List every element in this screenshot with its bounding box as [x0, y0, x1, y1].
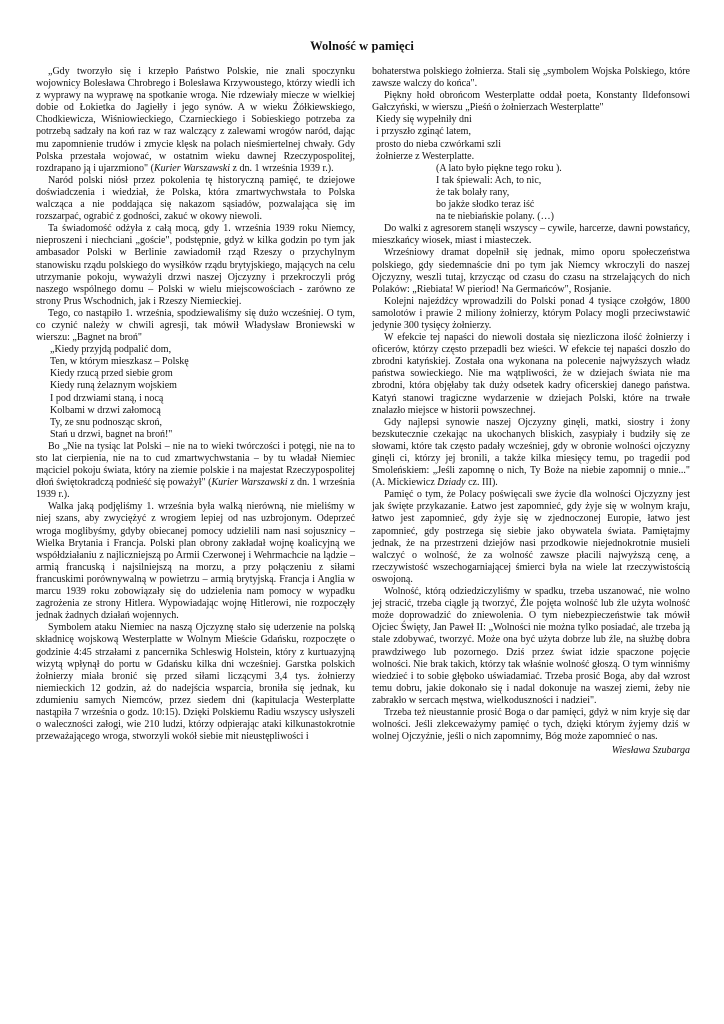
- poem-line: Ty, ze snu podnosząc skroń,: [50, 416, 162, 428]
- poem-bagnet-na-bron: [36, 344, 355, 441]
- paragraph: Symbolem ataku Niemiec na naszą Ojczyznę stało się uderzenie na polską składnicę wojskową Westerplatte w Wolnym Mieście Gdańsku, rozpoczęte o godzinie 4:45 strzałami z pancernika Schleswig Holstein, który z kurtuazyjną wizytą wpłynął do portu w Gdańsku kilka dni wcześniej. Garstka polskich żołnierzy miała bronić się przed siłami liczącymi 3,4 tys. żołnierzy niemieckich 12 godzin, aż do nadejścia wsparcia, broniła się jednak, ku zdumieniu samych Niemców, przez siedem dni (kapitulacja Westerplatte nastąpiła 7 września o godz. 10:15). Dzięki Polskiemu Radiu wszyscy usłyszeli o waleczności załogi, wie 210 ludzi, którzy odpierając ataki kilkunastokrotnie przeważającego wroga, stworzyli wokół siebie mit nieustępliwości i: [36, 622, 355, 743]
- paragraph: Naród polski niósł przez pokolenia tę historyczną pamięć, te dziejowe doświadczenia i wiedział, że Polska, która zmartwychwstała to Polska walcząca a nie poddająca się nakazom sąsiadów, pozwalająca się im rozszarpać, ograbić z godności, zakuć w okowy niewoli.: [36, 174, 355, 223]
- citation: Dziady: [437, 477, 466, 489]
- poem-line: Stań u drzwi, bagnet na broń!": [50, 428, 173, 440]
- poem-line: Kiedy rzucą przed siebie grom: [50, 368, 173, 380]
- paragraph: Walka jaką podjęliśmy 1. września była walką nierówną, nie mieliśmy w niej szans, aby zwyciężyć z wrogiem lepiej od nas uzbrojonym. Odeprzeć wroga moglibyśmy, gdyby obiecanej pomocy udzielili nam nasi sojusznicy – Wielka Brytania i Francja. Polski plan obrony zakładał wojnę koalicyjną we współdziałaniu z najliczniejszą po Armii Czerwonej i Wehrmachcie na lądzie – armią francuską i najsilniejszą na morzu, a przy połączeniu z siłami francuskimi porównywalną w powietrzu – armią brytyjską. Francja i Anglia w marcu 1939 roku zobowiązały się do udzielenia nam pomocy w wypadku zagrożenia ze strony Hitlera. Wypowiadając wojnę Hitlerowi, nie rozpoczęły jednak żadnych działań wojennych.: [36, 501, 355, 622]
- poem-line: Kolbami w drzwi załomocą: [50, 404, 161, 416]
- right-column: [372, 66, 690, 757]
- paragraph: Do walki z agresorem stanęli wszyscy – cywile, harcerze, dawni powstańcy, mieszkańcy wiosek, miast i miasteczek.: [372, 223, 690, 247]
- paragraph: Kolejni najeźdźcy wprowadzili do Polski ponad 4 tysiące czołgów, 1800 samolotów i prawie 2 miliony żołnierzy, którym Polacy mogli przeciwstawić jedynie 300 tysięcy żołnierzy.: [372, 295, 690, 331]
- poem-line: prosto do nieba czwórkami szli: [376, 138, 501, 150]
- paragraph: Piękny hołd obrońcom Westerplatte oddał poeta, Konstanty Ildefonsowi Gałczyński, w wierszu „Pieśń o żołnierzach Westerplatte": [372, 90, 690, 114]
- poem-line: bo jakże słodko teraz iść: [436, 199, 535, 211]
- poem-line: (A lato było piękne tego roku ).: [436, 162, 562, 174]
- poem-line: że tak bolały rany,: [436, 186, 510, 198]
- poem-line: na te niebiańskie polany. (…): [436, 211, 554, 223]
- poem-line: I tak śpiewali: Ach, to nic,: [436, 174, 542, 186]
- poem-line: I pod drzwiami staną, i nocą: [50, 392, 164, 404]
- article-title: Wolność w pamięci: [310, 39, 414, 53]
- paragraph: Ta świadomość odżyła z całą mocą, gdy 1. września 1939 roku Niemcy, nieproszeni i niechciani „goście", podstępnie, gdyż w kilka godzin po tym jak ambasador Polski w Berlinie zawiadomił rząd Rzeszy o przychylnym stanowisku rządu polskiego do wysiłków rządu brytyjskiego, mających na celu utrzymanie pokoju, wyważyli drzwi naszej Ojczyzny i przekroczyli próg naszego wspólnego domu – Polski w wielu miejscowościach - zarówno ze strony Prus Wschodnich, jak i Rzeszy Niemieckiej.: [36, 223, 355, 307]
- poem-westerplatte: [372, 114, 690, 223]
- poem-line: „Kiedy przyjdą podpalić dom,: [50, 344, 172, 356]
- poem-line: i przyszło zginąć latem,: [376, 126, 471, 138]
- paragraph: bohaterstwa polskiego żołnierza. Stali się „symbolem Wojska Polskiego, które zawsze walczy do końca".: [372, 66, 690, 90]
- paragraph: Tego, co nastąpiło 1. września, spodziewaliśmy się dużo wcześniej. O tym, co czynić należy w chwili agresji, tak mówił Władysław Broniewski w wierszu: „Bagnet na broń": [36, 307, 355, 344]
- author-signature: Wiesława Szubarga: [611, 745, 690, 757]
- poem-line: żołnierze z Westerplatte.: [376, 150, 475, 162]
- poem-line: Kiedy się wypełniły dni: [376, 114, 472, 126]
- paragraph: Wrześniowy dramat dopełnił się jednak, mimo oporu społeczeństwa polskiego, gdy siedemnaście dni po tym jak Niemcy wkroczyli do naszej Ojczyzny, weszli tutaj, krzycząc od czasu do czasu na strzelających do nich Polaków: „Riebiata! W pieriod! Na Germańców", Rosjanie.: [372, 247, 690, 295]
- paragraph: „Gdy tworzyło się i krzepło Państwo Polskie, nie znali spoczynku wojownicy Bolesława Chrobrego i Bolesława Krzywoustego, którzy wiedli ich z wyprawy na wyprawę na spotkanie wroga. Nie rdzewiały miecze w wielkiej dobie od Łokietka do Jagiełły i jego synów. A w wieku Żółkiewskiego, Chodkiewicza, Wiśniowieckiego, Czarnieckiego i Sobieskiego potrzeba za potrzebą sadzały na koń raz w raz walczący z zalewami wrogów naród, dając mu zapomnienie trudów i zmycie klęsk na polach nieśmiertelnej chwały. Gdy Polska przestała wojować, w ostatnim wieku dawnej Rzeczypospolitej, rozdrapano ją i ujarzmiono" (Kurier Warszawski z dn. 1 września 1939 r.).: [36, 66, 355, 174]
- citation: Kurier Warszawski: [153, 162, 230, 174]
- paragraph: Gdy najlepsi synowie naszej Ojczyzny ginęli, matki, siostry i żony bezskutecznie czekając na ukochanych bliskich, zasypiały i budziły się ze słowami, które tak często padały wcześniej, gdy w obronie wolności ojczyzny ginęli ci, którzy jej bronili, a także kilka miesięcy temu, po tragedii pod Smoleńskiem: „Jeśli zapomnę o nich, Ty Boże na niebie zapomnij o mnie..." (A. Mickiewicz Dziady cz. III).: [372, 416, 690, 489]
- paragraph: W efekcie tej napaści do niewoli dostała się niezliczona ilość żołnierzy i oficerów, którzy często przepadli bez wieści. W efekcie tej napaści doszło do zbrodni katyńskiej. Została ona wykonana na polecenie najwyższych władz państwa sowieckiego. Nie ma wątpliwości, że w dziejach świata nie ma zbrodni, która objęłaby tak duży odsetek kadry oficerskiej danego państwa. Katyń stanowi tragiczne wydarzenie w dziejach Polski, które na trwałe znalazło miejsce w historii powszechnej.: [372, 332, 690, 416]
- paragraph: Wolność, którą odziedziczyliśmy w spadku, trzeba uszanować, nie wolno jej stracić, trzeba ciągle ją tworzyć, Źle pojęta wolność lub źle użyta wolność może doprowadzić do zniewolenia. O tym niebezpieczeństwie tak mówił Ojciec Święty, Jan Paweł II: „Wolności nie można tylko posiadać, ale trzeba ją stale zdobywać, tworzyć. Może ona być użyta dobrze lub źle, na służbę dobra prawdziwego lub pozornego. Dziś przez świat idzie spaczone pojęcie wolności. Nie brak takich, którzy tak właśnie wolność głoszą. O tym winniśmy wiedzieć i to sobie głęboko uświadamiać. Trzeba prosić Boga, aby dał wzrost temu dobru, jakie dokonało się i nadal dokonuje na waszej ziemi, żeby nie zabrakło w sercach męstwa, wielkoduszności i nadziei".: [372, 586, 690, 706]
- paragraph: Bo „Nie na tysiąc lat Polski – nie na to wieki twórczości i potęgi, nie na to sto lat cierpienia, nie na to cud zmartwychwstania – by tu władał Niemiec mąciciel pokoju świata, który na ziemie polskie i na majestat Rzeczypospolitej dłoń świętokradczą podnieść się poważył" (Kurier Warszawski z dn. 1 września 1939 r.).: [36, 440, 356, 501]
- citation: Kurier Warszawski: [211, 477, 288, 489]
- paragraph: Trzeba też nieustannie prosić Boga o dar pamięci, gdyż w nim kryje się dar wolności. Jeśli zlekceważymy pamięć o tych, dzięki którym żyjemy dziś w wolnej Ojczyźnie, jeśli o nich zapomnimy, Bóg może zapomnieć o nas.: [372, 706, 690, 743]
- poem-line: Ten, w którym mieszkasz – Polskę: [50, 356, 189, 368]
- poem-line: Kiedy runą żelaznym wojskiem: [50, 380, 177, 392]
- paragraph: Pamięć o tym, że Polacy poświęcali swe życie dla wolności Ojczyzny jest jak święte przykazanie. Łatwo jest zapomnieć, gdy żyje się w wolnym kraju, łatwo jest zapomnieć, gdy żyje się w zjednoczonej Europie, łatwo jest zapomnieć, gdy postrzega się siebie jako obywatela świata. Pamiętajmy jednak, że na przestrzeni dziejów nasi przodkowie niejednokrotnie musieli walczyć o wolność, że za wolność zawsze płacili najwyższą cenę, a rzeczywistość wszechogarniającej śmierci była na wiele lat rzeczywistością oswojoną.: [372, 489, 690, 585]
- left-column: [36, 66, 355, 743]
